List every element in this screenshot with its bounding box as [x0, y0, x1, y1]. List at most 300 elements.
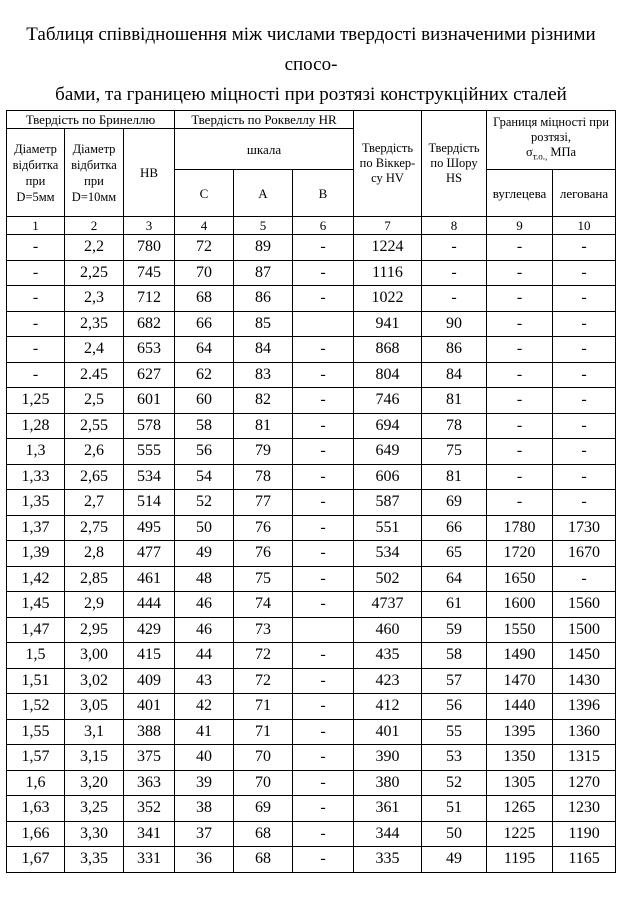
- table-cell: 1,67: [7, 847, 65, 873]
- table-cell: 79: [234, 439, 293, 465]
- table-cell: 78: [234, 464, 293, 490]
- column-number: 6: [293, 217, 354, 235]
- table-cell: 64: [422, 566, 487, 592]
- table-row: [7, 362, 616, 388]
- table-cell: 2,6: [65, 439, 124, 465]
- table-cell: 51: [422, 796, 487, 822]
- table-cell: -: [7, 362, 65, 388]
- table-cell: 1,37: [7, 515, 65, 541]
- table-cell: 1,51: [7, 668, 65, 694]
- table-cell: 38: [175, 796, 234, 822]
- table-cell: 70: [234, 770, 293, 796]
- table-row: [7, 592, 616, 618]
- table-cell: -: [293, 694, 354, 720]
- table-cell: 1720: [487, 541, 553, 567]
- header-scale-b: B: [293, 170, 354, 217]
- table-cell: 601: [124, 388, 175, 414]
- column-number: 5: [234, 217, 293, 235]
- table-cell: 1,52: [7, 694, 65, 720]
- table-cell: 49: [422, 847, 487, 873]
- table-cell: 363: [124, 770, 175, 796]
- title-line-2: бами, та границею міцності при розтязі конструкційних сталей: [55, 84, 567, 105]
- table-cell: 85: [234, 311, 293, 337]
- table-cell: 388: [124, 719, 175, 745]
- table-cell: -: [422, 235, 487, 261]
- table-cell: 390: [354, 745, 422, 771]
- table-cell: 534: [354, 541, 422, 567]
- table-cell: 86: [234, 286, 293, 312]
- table-cell: 3,30: [65, 821, 124, 847]
- table-cell: 82: [234, 388, 293, 414]
- table-row: [7, 413, 616, 439]
- table-cell: 2,25: [65, 260, 124, 286]
- table-cell: 2,9: [65, 592, 124, 618]
- table-cell: [293, 617, 354, 643]
- table-cell: 3,15: [65, 745, 124, 771]
- header-scale: шкала: [175, 129, 354, 170]
- table-cell: -: [7, 337, 65, 363]
- table-cell: 1550: [487, 617, 553, 643]
- table-cell: -: [293, 337, 354, 363]
- table-row: [7, 643, 616, 669]
- hardness-table: [6, 110, 616, 873]
- table-cell: 52: [422, 770, 487, 796]
- table-cell: 746: [354, 388, 422, 414]
- table-cell: 780: [124, 235, 175, 261]
- table-cell: 1395: [487, 719, 553, 745]
- table-cell: -: [487, 260, 553, 286]
- table-cell: 1430: [553, 668, 616, 694]
- table-cell: 2,5: [65, 388, 124, 414]
- table-cell: -: [293, 260, 354, 286]
- table-row: [7, 847, 616, 873]
- column-number: 7: [354, 217, 422, 235]
- table-cell: 1,63: [7, 796, 65, 822]
- table-cell: 57: [422, 668, 487, 694]
- table-cell: 3,00: [65, 643, 124, 669]
- table-cell: -: [422, 286, 487, 312]
- table-cell: 68: [234, 821, 293, 847]
- table-cell: -: [487, 286, 553, 312]
- header-shore: Твердість по Шору HS: [422, 111, 487, 217]
- header-strength-unit: [525, 145, 577, 162]
- table-cell: -: [553, 311, 616, 337]
- table-cell: 534: [124, 464, 175, 490]
- table-cell: 1,5: [7, 643, 65, 669]
- column-number-row: [7, 217, 616, 235]
- table-cell: 1224: [354, 235, 422, 261]
- table-cell: 1190: [553, 821, 616, 847]
- header-strength-group: [487, 111, 616, 170]
- table-cell: -: [553, 286, 616, 312]
- table-cell: [293, 311, 354, 337]
- table-cell: -: [293, 592, 354, 618]
- column-number: 4: [175, 217, 234, 235]
- table-cell: -: [7, 260, 65, 286]
- table-cell: 58: [422, 643, 487, 669]
- table-row: [7, 541, 616, 567]
- table-cell: 1730: [553, 515, 616, 541]
- table-cell: 49: [175, 541, 234, 567]
- table-cell: 3,25: [65, 796, 124, 822]
- table-cell: -: [487, 439, 553, 465]
- column-number: 3: [124, 217, 175, 235]
- table-cell: 3,02: [65, 668, 124, 694]
- table-cell: 1,28: [7, 413, 65, 439]
- table-cell: 555: [124, 439, 175, 465]
- table-cell: 495: [124, 515, 175, 541]
- table-cell: 1,55: [7, 719, 65, 745]
- table-cell: 380: [354, 770, 422, 796]
- table-cell: 415: [124, 643, 175, 669]
- table-row: [7, 719, 616, 745]
- table-cell: 444: [124, 592, 175, 618]
- table-cell: 1470: [487, 668, 553, 694]
- table-cell: 2,85: [65, 566, 124, 592]
- table-cell: 1,25: [7, 388, 65, 414]
- table-row: [7, 235, 616, 261]
- table-cell: 37: [175, 821, 234, 847]
- table-cell: 1165: [553, 847, 616, 873]
- table-cell: -: [293, 286, 354, 312]
- table-cell: 1,66: [7, 821, 65, 847]
- table-cell: 66: [175, 311, 234, 337]
- table-cell: 40: [175, 745, 234, 771]
- table-cell: 1396: [553, 694, 616, 720]
- table-cell: 401: [354, 719, 422, 745]
- table-cell: 2,65: [65, 464, 124, 490]
- table-cell: 694: [354, 413, 422, 439]
- table-row: [7, 617, 616, 643]
- table-cell: 69: [234, 796, 293, 822]
- table-cell: 48: [175, 566, 234, 592]
- table-cell: 70: [234, 745, 293, 771]
- table-cell: 83: [234, 362, 293, 388]
- table-cell: 1450: [553, 643, 616, 669]
- table-cell: 1650: [487, 566, 553, 592]
- table-body: [7, 235, 616, 873]
- column-number: 1: [7, 217, 65, 235]
- table-cell: 1,33: [7, 464, 65, 490]
- document-title: [0, 20, 622, 110]
- table-cell: 1600: [487, 592, 553, 618]
- table-cell: 409: [124, 668, 175, 694]
- table-cell: 1305: [487, 770, 553, 796]
- table-cell: -: [553, 566, 616, 592]
- table-cell: 2,95: [65, 617, 124, 643]
- table-cell: 56: [422, 694, 487, 720]
- table-cell: 649: [354, 439, 422, 465]
- table-cell: 81: [422, 388, 487, 414]
- table-cell: 70: [175, 260, 234, 286]
- table-cell: 3,1: [65, 719, 124, 745]
- column-number: 9: [487, 217, 553, 235]
- table-cell: 2,7: [65, 490, 124, 516]
- table-cell: -: [293, 464, 354, 490]
- table-cell: 73: [234, 617, 293, 643]
- table-cell: 412: [354, 694, 422, 720]
- table-row: [7, 490, 616, 516]
- table-cell: -: [422, 260, 487, 286]
- table-cell: 2,8: [65, 541, 124, 567]
- table-cell: 1440: [487, 694, 553, 720]
- table-cell: 1,45: [7, 592, 65, 618]
- table-cell: 74: [234, 592, 293, 618]
- table-cell: -: [293, 566, 354, 592]
- table-cell: 58: [175, 413, 234, 439]
- table-cell: 2,75: [65, 515, 124, 541]
- unit-mpa: МПа: [547, 145, 577, 160]
- table-cell: 745: [124, 260, 175, 286]
- table-cell: 804: [354, 362, 422, 388]
- table-cell: -: [293, 362, 354, 388]
- table-cell: 71: [234, 694, 293, 720]
- table-cell: 435: [354, 643, 422, 669]
- table-cell: -: [293, 413, 354, 439]
- table-cell: 1230: [553, 796, 616, 822]
- table-row: [7, 770, 616, 796]
- table-cell: 514: [124, 490, 175, 516]
- table-cell: 1,47: [7, 617, 65, 643]
- table-cell: 60: [175, 388, 234, 414]
- table-cell: 1116: [354, 260, 422, 286]
- header-alloy: легована: [553, 170, 616, 217]
- table-cell: 59: [422, 617, 487, 643]
- column-number: 8: [422, 217, 487, 235]
- table-cell: 1490: [487, 643, 553, 669]
- table-cell: 61: [422, 592, 487, 618]
- table-cell: -: [293, 388, 354, 414]
- table-cell: 76: [234, 541, 293, 567]
- header-carbon: вуглецева: [487, 170, 553, 217]
- table-cell: 1560: [553, 592, 616, 618]
- table-row: [7, 821, 616, 847]
- table-cell: 341: [124, 821, 175, 847]
- table-cell: 1,57: [7, 745, 65, 771]
- header-d10: Діаметр відбитка при D=10мм: [65, 129, 124, 217]
- table-row: [7, 566, 616, 592]
- table-cell: 1,35: [7, 490, 65, 516]
- table-cell: -: [487, 337, 553, 363]
- table-cell: -: [293, 796, 354, 822]
- header-d5: Діаметр відбитка при D=5мм: [7, 129, 65, 217]
- table-cell: 344: [354, 821, 422, 847]
- sigma-symbol: σ: [525, 145, 533, 160]
- table-cell: -: [293, 719, 354, 745]
- table-cell: 76: [234, 515, 293, 541]
- header-scale-a: A: [234, 170, 293, 217]
- table-cell: 54: [175, 464, 234, 490]
- table-cell: 682: [124, 311, 175, 337]
- table-cell: -: [293, 821, 354, 847]
- table-cell: 2,4: [65, 337, 124, 363]
- table-cell: 50: [422, 821, 487, 847]
- table-cell: 68: [234, 847, 293, 873]
- table-row: [7, 260, 616, 286]
- table-cell: 44: [175, 643, 234, 669]
- table-cell: 1265: [487, 796, 553, 822]
- table-cell: -: [293, 643, 354, 669]
- header-rockwell-group: Твердість по Роквеллу HR: [175, 111, 354, 129]
- table-row: [7, 515, 616, 541]
- table-cell: 331: [124, 847, 175, 873]
- table-cell: 72: [234, 643, 293, 669]
- table-cell: 1,6: [7, 770, 65, 796]
- table-cell: 42: [175, 694, 234, 720]
- table-cell: -: [553, 260, 616, 286]
- header-hb: HB: [124, 129, 175, 217]
- table-cell: -: [293, 515, 354, 541]
- table-cell: 1500: [553, 617, 616, 643]
- table-cell: -: [293, 668, 354, 694]
- table-cell: -: [293, 490, 354, 516]
- column-number: 10: [553, 217, 616, 235]
- table-cell: -: [293, 235, 354, 261]
- table-cell: 43: [175, 668, 234, 694]
- table-cell: 2.45: [65, 362, 124, 388]
- table-cell: 71: [234, 719, 293, 745]
- column-number: 2: [65, 217, 124, 235]
- table-row: [7, 388, 616, 414]
- header-brinell-group: Твердість по Бринеллю: [7, 111, 175, 129]
- table-cell: -: [7, 286, 65, 312]
- table-cell: 551: [354, 515, 422, 541]
- table-cell: -: [293, 770, 354, 796]
- table-cell: 606: [354, 464, 422, 490]
- header-vickers: Твердість по Віккер-су HV: [354, 111, 422, 217]
- table-cell: 1270: [553, 770, 616, 796]
- table-cell: 477: [124, 541, 175, 567]
- table-cell: -: [553, 362, 616, 388]
- table-cell: -: [487, 235, 553, 261]
- table-cell: 39: [175, 770, 234, 796]
- table-cell: 352: [124, 796, 175, 822]
- table-row: [7, 668, 616, 694]
- table-cell: -: [487, 490, 553, 516]
- table-cell: 423: [354, 668, 422, 694]
- table-cell: 46: [175, 617, 234, 643]
- table-cell: 46: [175, 592, 234, 618]
- table-cell: 53: [422, 745, 487, 771]
- table-cell: 41: [175, 719, 234, 745]
- table-cell: 1,39: [7, 541, 65, 567]
- table-cell: 1780: [487, 515, 553, 541]
- table-cell: 50: [175, 515, 234, 541]
- table-cell: 81: [422, 464, 487, 490]
- table-cell: 3,35: [65, 847, 124, 873]
- table-cell: 55: [422, 719, 487, 745]
- table-row: [7, 337, 616, 363]
- table-cell: -: [553, 464, 616, 490]
- table-cell: 78: [422, 413, 487, 439]
- table-cell: 56: [175, 439, 234, 465]
- table-cell: 1360: [553, 719, 616, 745]
- table-cell: 429: [124, 617, 175, 643]
- table-cell: 52: [175, 490, 234, 516]
- table-cell: 81: [234, 413, 293, 439]
- table-cell: 627: [124, 362, 175, 388]
- table-cell: -: [7, 235, 65, 261]
- table-cell: 64: [175, 337, 234, 363]
- table-cell: 36: [175, 847, 234, 873]
- table-cell: 361: [354, 796, 422, 822]
- table-cell: 84: [234, 337, 293, 363]
- table-cell: 375: [124, 745, 175, 771]
- table-cell: 401: [124, 694, 175, 720]
- table-cell: -: [553, 413, 616, 439]
- table-cell: 86: [422, 337, 487, 363]
- table-cell: -: [553, 439, 616, 465]
- table-cell: 941: [354, 311, 422, 337]
- table-cell: 72: [234, 668, 293, 694]
- table-cell: -: [553, 490, 616, 516]
- table-cell: -: [293, 541, 354, 567]
- table-cell: 72: [175, 235, 234, 261]
- table-cell: 4737: [354, 592, 422, 618]
- table-cell: -: [487, 388, 553, 414]
- table-cell: -: [487, 311, 553, 337]
- table-cell: 1,42: [7, 566, 65, 592]
- table-row: [7, 694, 616, 720]
- table-cell: -: [7, 311, 65, 337]
- table-cell: 2,2: [65, 235, 124, 261]
- table-cell: -: [553, 388, 616, 414]
- table-cell: 2,55: [65, 413, 124, 439]
- table-cell: 84: [422, 362, 487, 388]
- table-cell: 3,20: [65, 770, 124, 796]
- table-cell: 3,05: [65, 694, 124, 720]
- table-cell: 578: [124, 413, 175, 439]
- table-row: [7, 796, 616, 822]
- table-cell: 75: [234, 566, 293, 592]
- table-row: [7, 311, 616, 337]
- table-cell: 62: [175, 362, 234, 388]
- title-line-1: Таблиця співвідношення між числами твердості визначеними різними спосо-: [26, 24, 596, 75]
- table-cell: -: [553, 235, 616, 261]
- header-strength-label: Границя міцності при розтязі,: [493, 115, 609, 145]
- table-cell: -: [487, 464, 553, 490]
- table-cell: 77: [234, 490, 293, 516]
- table-cell: 868: [354, 337, 422, 363]
- table-cell: 712: [124, 286, 175, 312]
- table-row: [7, 464, 616, 490]
- table-cell: 87: [234, 260, 293, 286]
- table-cell: 1,3: [7, 439, 65, 465]
- table-cell: 66: [422, 515, 487, 541]
- header-scale-c: C: [175, 170, 234, 217]
- table-cell: 1022: [354, 286, 422, 312]
- table-cell: -: [487, 413, 553, 439]
- table-cell: 335: [354, 847, 422, 873]
- table-cell: 75: [422, 439, 487, 465]
- sigma-subscript: т.о.,: [532, 151, 548, 162]
- table-cell: 1350: [487, 745, 553, 771]
- table-cell: 1225: [487, 821, 553, 847]
- table-cell: 1315: [553, 745, 616, 771]
- table-cell: 2,35: [65, 311, 124, 337]
- table-cell: -: [553, 337, 616, 363]
- table-cell: 1195: [487, 847, 553, 873]
- table-cell: 1670: [553, 541, 616, 567]
- table-cell: -: [293, 439, 354, 465]
- table-cell: 90: [422, 311, 487, 337]
- table-cell: 69: [422, 490, 487, 516]
- table-row: [7, 439, 616, 465]
- table-row: [7, 286, 616, 312]
- table-cell: 68: [175, 286, 234, 312]
- table-cell: 653: [124, 337, 175, 363]
- table-cell: 89: [234, 235, 293, 261]
